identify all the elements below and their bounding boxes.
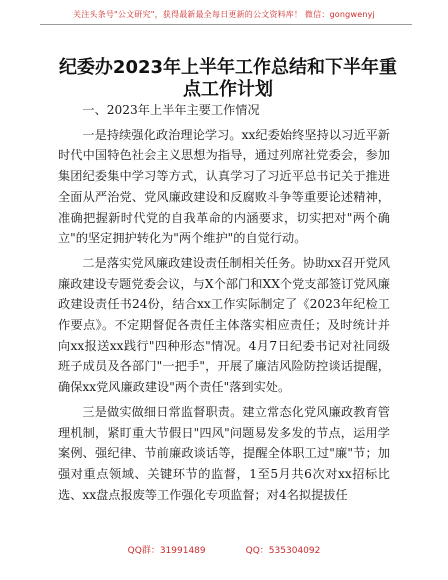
paragraph-1: 一是持续强化政治理论学习。xx纪委始终坚持以习近平新时代中国特色社会主义思想为指导，通过列席社党委会，参加集团纪委集中学习等方式，认真学习了习近平总书记关于推进全面从严治党、党风廉政建设和反腐败斗争等重要论述精神，准确把握新时代党的自我革命的内涵要求，切实把对"两个确立"的坚定拥护转化为"两个维护"的自觉行动。 (58, 127, 390, 246)
section-heading: 一、2023年上半年主要工作情况 (82, 103, 260, 117)
document-body (58, 100, 390, 505)
paragraph-3: 三是做实做细日常监督职责。建立常态化党风廉政教育管理机制，紧盯重大节假日"四风"问题易发多发的节点，运用学案例、强纪律、节前廉政谈话等，提醒全体职工过"廉"节；加强对重点领域、关键环节的监督，1至5月共6次对xx招标比选、xx盘点报废等工作强化专项监督；对4名拟提拔任 (58, 404, 390, 502)
footer-qq: QQ：535304092 (245, 546, 321, 556)
document-title: 纪委办2023年上半年工作总结和下半年重点工作计划 (58, 57, 398, 100)
header-banner: 关注头条号"公文研究"，获得最新最全每日更新的公文资料库！ 微信：gongwenyj (73, 10, 375, 19)
paragraph-2: 二是落实党风廉政建设责任制相关任务。协助xx召开党风廉政建设专题党委会议，与X个部门和XX个党支部签订党风廉政建设责任书24份，结合xx工作实际制定了《2023年纪检工作要点》。不定期督促各责任主体落实相应责任；及时统计并向xx报送xx践行"四种形态"情况。4月7日纪委书记对社同级班子成员及各部门"一把手"，开展了廉洁风险防控谈话提醒，确保xx党风廉政建设"两个责任"落到实处。 (58, 255, 390, 395)
footer-contacts (0, 543, 448, 556)
header-divider (40, 24, 412, 25)
footer-qq-group: QQ群：31991489 (127, 546, 206, 556)
